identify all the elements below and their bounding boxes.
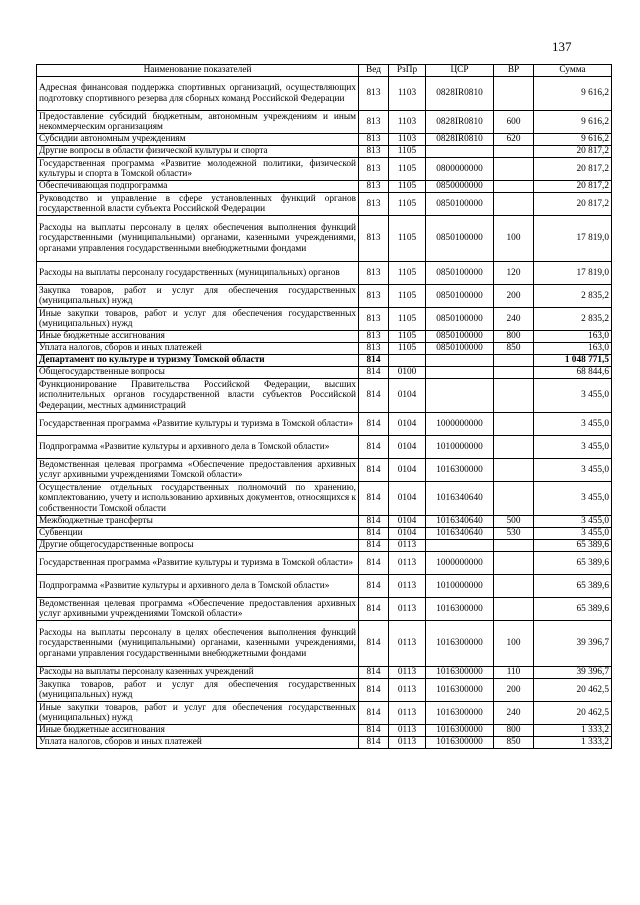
table-row: [37, 308, 612, 331]
cell-rzpr: 1105: [389, 262, 426, 285]
cell-rzpr: 1105: [389, 343, 426, 355]
cell-vr: [494, 146, 534, 158]
cell-vr: 100: [494, 216, 534, 262]
cell-csr: 1016300000: [426, 598, 494, 621]
cell-sum: 3 455,0: [534, 482, 612, 516]
cell-ved: 814: [359, 621, 389, 667]
cell-vr: 200: [494, 285, 534, 308]
cell-name: Другие общегосударственные вопросы: [37, 540, 359, 552]
cell-csr: [426, 540, 494, 552]
cell-vr: 600: [494, 111, 534, 134]
cell-sum: 163,0: [534, 343, 612, 355]
cell-name: Иные закупки товаров, работ и услуг для обеспечения государственных (муниципальных) нужд: [37, 308, 359, 331]
cell-vr: 800: [494, 725, 534, 737]
table-row: [37, 193, 612, 216]
table-row: [37, 528, 612, 540]
cell-vr: 240: [494, 702, 534, 725]
cell-csr: 0850100000: [426, 262, 494, 285]
cell-csr: 1016340640: [426, 516, 494, 528]
cell-sum: 65 389,6: [534, 552, 612, 575]
cell-sum: 1 048 771,5: [534, 355, 612, 367]
cell-ved: 813: [359, 343, 389, 355]
table-row: [37, 679, 612, 702]
cell-name: Расходы на выплаты персоналу казенных учреждений: [37, 667, 359, 679]
cell-vr: [494, 552, 534, 575]
cell-rzpr: 0100: [389, 367, 426, 379]
cell-ved: 813: [359, 77, 389, 111]
cell-name: Расходы на выплаты персоналу в целях обеспечения выполнения функций государственными (муниципальными) органами, казенными учреждениями, органами управления государственными внебюджетными фондами: [37, 216, 359, 262]
cell-ved: 814: [359, 598, 389, 621]
cell-vr: [494, 436, 534, 459]
column-header-csr: ЦСР: [426, 65, 494, 77]
cell-ved: 814: [359, 379, 389, 413]
cell-csr: 1010000000: [426, 436, 494, 459]
cell-ved: 813: [359, 146, 389, 158]
cell-ved: 814: [359, 679, 389, 702]
cell-ved: 814: [359, 540, 389, 552]
table-row: [37, 77, 612, 111]
table-row: [37, 621, 612, 667]
cell-ved: 813: [359, 158, 389, 181]
cell-rzpr: 1105: [389, 193, 426, 216]
cell-ved: 814: [359, 528, 389, 540]
cell-ved: 814: [359, 702, 389, 725]
cell-csr: 1016300000: [426, 702, 494, 725]
cell-name: Иные бюджетные ассигнования: [37, 725, 359, 737]
cell-ved: 814: [359, 436, 389, 459]
cell-vr: 100: [494, 621, 534, 667]
cell-name: Государственная программа «Развитие молодежной политики, физической культуры и спорта в Томской области»: [37, 158, 359, 181]
cell-name: Расходы на выплаты персоналу государственных (муниципальных) органов: [37, 262, 359, 285]
cell-csr: 0828IR0810: [426, 134, 494, 146]
cell-vr: 500: [494, 516, 534, 528]
cell-sum: 1 333,2: [534, 737, 612, 749]
cell-sum: 2 835,2: [534, 285, 612, 308]
cell-rzpr: 0104: [389, 379, 426, 413]
cell-csr: 1016300000: [426, 621, 494, 667]
table-row: [37, 146, 612, 158]
cell-sum: 20 462,5: [534, 702, 612, 725]
cell-name: Межбюджетные трансферты: [37, 516, 359, 528]
cell-vr: 850: [494, 737, 534, 749]
cell-sum: 39 396,7: [534, 667, 612, 679]
cell-name: Субсидии автономным учреждениям: [37, 134, 359, 146]
cell-csr: 0850000000: [426, 181, 494, 193]
cell-name: Другие вопросы в области физической культуры и спорта: [37, 146, 359, 158]
cell-name: Подпрограмма «Развитие культуры и архивного дела в Томской области»: [37, 575, 359, 598]
cell-rzpr: 1105: [389, 331, 426, 343]
cell-sum: 65 389,6: [534, 575, 612, 598]
cell-csr: [426, 367, 494, 379]
cell-ved: 813: [359, 111, 389, 134]
cell-rzpr: 0113: [389, 552, 426, 575]
cell-name: Уплата налогов, сборов и иных платежей: [37, 343, 359, 355]
budget-table: [36, 64, 612, 749]
table-row: [37, 181, 612, 193]
cell-sum: 20 817,2: [534, 193, 612, 216]
cell-sum: 9 616,2: [534, 77, 612, 111]
table-row: [37, 367, 612, 379]
table-header-row: [37, 65, 612, 77]
cell-ved: 813: [359, 216, 389, 262]
cell-ved: 814: [359, 737, 389, 749]
table-row: [37, 158, 612, 181]
cell-csr: 0828IR0810: [426, 111, 494, 134]
cell-csr: 0800000000: [426, 158, 494, 181]
cell-csr: 0850100000: [426, 285, 494, 308]
cell-rzpr: 0113: [389, 679, 426, 702]
cell-rzpr: 1103: [389, 77, 426, 111]
cell-sum: 20 817,2: [534, 146, 612, 158]
cell-rzpr: 0113: [389, 725, 426, 737]
cell-vr: [494, 459, 534, 482]
column-header-ved: Вед: [359, 65, 389, 77]
cell-rzpr: 0104: [389, 528, 426, 540]
cell-ved: 814: [359, 355, 389, 367]
cell-ved: 814: [359, 667, 389, 679]
cell-sum: 68 844,6: [534, 367, 612, 379]
cell-name: Закупка товаров, работ и услуг для обеспечения государственных (муниципальных) нужд: [37, 679, 359, 702]
cell-name: Иные закупки товаров, работ и услуг для обеспечения государственных (муниципальных) нужд: [37, 702, 359, 725]
cell-ved: 814: [359, 459, 389, 482]
cell-rzpr: 1105: [389, 285, 426, 308]
cell-ved: 814: [359, 575, 389, 598]
cell-vr: 620: [494, 134, 534, 146]
cell-csr: 0850100000: [426, 331, 494, 343]
cell-vr: 240: [494, 308, 534, 331]
cell-name: Ведомственная целевая программа «Обеспечение предоставления архивных услуг архивными учреждениями Томской области»: [37, 598, 359, 621]
cell-csr: 1016300000: [426, 679, 494, 702]
cell-sum: 3 455,0: [534, 459, 612, 482]
table-row: [37, 737, 612, 749]
cell-ved: 813: [359, 308, 389, 331]
table-row: [37, 436, 612, 459]
table-row: [37, 702, 612, 725]
cell-ved: 814: [359, 552, 389, 575]
table-row: [37, 725, 612, 737]
cell-vr: [494, 413, 534, 436]
cell-csr: [426, 379, 494, 413]
cell-rzpr: 0104: [389, 459, 426, 482]
table-row: [37, 331, 612, 343]
page-number: 137: [552, 39, 572, 54]
cell-csr: 1016300000: [426, 459, 494, 482]
cell-ved: 813: [359, 193, 389, 216]
cell-rzpr: 0104: [389, 413, 426, 436]
cell-sum: 9 616,2: [534, 134, 612, 146]
cell-csr: 1010000000: [426, 575, 494, 598]
cell-vr: 200: [494, 679, 534, 702]
cell-rzpr: 1105: [389, 216, 426, 262]
cell-csr: 0828IR0810: [426, 77, 494, 111]
cell-sum: 3 455,0: [534, 436, 612, 459]
cell-vr: [494, 575, 534, 598]
cell-csr: 0850100000: [426, 343, 494, 355]
cell-ved: 814: [359, 516, 389, 528]
column-header-sum: Сумма: [534, 65, 612, 77]
cell-csr: 1000000000: [426, 552, 494, 575]
cell-vr: 120: [494, 262, 534, 285]
cell-name: Субвенции: [37, 528, 359, 540]
table-row: [37, 598, 612, 621]
cell-rzpr: 0113: [389, 540, 426, 552]
cell-csr: [426, 146, 494, 158]
cell-vr: [494, 598, 534, 621]
cell-name: Обеспечивающая подпрограмма: [37, 181, 359, 193]
cell-vr: [494, 77, 534, 111]
table-row: [37, 343, 612, 355]
cell-sum: 17 819,0: [534, 216, 612, 262]
cell-rzpr: 0113: [389, 702, 426, 725]
cell-rzpr: 1105: [389, 158, 426, 181]
cell-csr: 1016300000: [426, 737, 494, 749]
cell-csr: 1016340640: [426, 528, 494, 540]
cell-name: Функционирование Правительства Российской Федерации, высших исполнительных органов государственной власти субъектов Российской Федерации, местных администраций: [37, 379, 359, 413]
cell-vr: [494, 181, 534, 193]
cell-ved: 814: [359, 413, 389, 436]
column-header-rzpr: РзПр: [389, 65, 426, 77]
cell-sum: 17 819,0: [534, 262, 612, 285]
table-row: [37, 111, 612, 134]
cell-name: Закупка товаров, работ и услуг для обеспечения государственных (муниципальных) нужд: [37, 285, 359, 308]
cell-name: Департамент по культуре и туризму Томской области: [37, 355, 359, 367]
cell-csr: 1016340640: [426, 482, 494, 516]
cell-rzpr: 1103: [389, 111, 426, 134]
cell-name: Государственная программа «Развитие культуры и туризма в Томской области»: [37, 413, 359, 436]
table-row: [37, 540, 612, 552]
table-row: [37, 285, 612, 308]
table-row: [37, 355, 612, 367]
table-row: [37, 379, 612, 413]
cell-csr: 1016300000: [426, 725, 494, 737]
cell-csr: 0850100000: [426, 308, 494, 331]
cell-csr: 0850100000: [426, 216, 494, 262]
table-body: [37, 77, 612, 749]
cell-vr: 110: [494, 667, 534, 679]
cell-ved: 813: [359, 331, 389, 343]
cell-sum: 65 389,6: [534, 598, 612, 621]
cell-rzpr: 0113: [389, 737, 426, 749]
cell-vr: 850: [494, 343, 534, 355]
cell-name: Подпрограмма «Развитие культуры и архивного дела в Томской области»: [37, 436, 359, 459]
table-row: [37, 482, 612, 516]
cell-sum: 3 455,0: [534, 528, 612, 540]
cell-name: Расходы на выплаты персоналу в целях обеспечения выполнения функций государственными (муниципальными) органами, казенными учреждениями, органами управления государственными внебюджетными фондами: [37, 621, 359, 667]
cell-ved: 813: [359, 285, 389, 308]
cell-rzpr: 0104: [389, 436, 426, 459]
cell-rzpr: 1105: [389, 146, 426, 158]
cell-csr: 1016300000: [426, 667, 494, 679]
table-row: [37, 575, 612, 598]
cell-vr: [494, 355, 534, 367]
cell-name: Иные бюджетные ассигнования: [37, 331, 359, 343]
cell-sum: 163,0: [534, 331, 612, 343]
cell-vr: [494, 540, 534, 552]
table-row: [37, 216, 612, 262]
cell-sum: 3 455,0: [534, 413, 612, 436]
cell-csr: [426, 355, 494, 367]
table-row: [37, 262, 612, 285]
column-header-vr: ВР: [494, 65, 534, 77]
cell-sum: 1 333,2: [534, 725, 612, 737]
cell-name: Общегосударственные вопросы: [37, 367, 359, 379]
cell-name: Предоставление субсидий бюджетным, автономным учреждениям и иным некоммерческим организациям: [37, 111, 359, 134]
table-row: [37, 516, 612, 528]
cell-ved: 814: [359, 367, 389, 379]
table-row: [37, 413, 612, 436]
cell-sum: 65 389,6: [534, 540, 612, 552]
cell-sum: 2 835,2: [534, 308, 612, 331]
cell-vr: [494, 379, 534, 413]
cell-name: Адресная финансовая поддержка спортивных организаций, осуществляющих подготовку спортивного резерва для сборных команд Российской Федерации: [37, 77, 359, 111]
cell-sum: 39 396,7: [534, 621, 612, 667]
cell-sum: 20 817,2: [534, 158, 612, 181]
cell-vr: 530: [494, 528, 534, 540]
cell-rzpr: 1103: [389, 134, 426, 146]
cell-csr: 1000000000: [426, 413, 494, 436]
cell-name: Осуществление отдельных государственных полномочий по хранению, комплектованию, учету и использованию архивных документов, относящихся к собственности Томской области: [37, 482, 359, 516]
cell-vr: [494, 193, 534, 216]
cell-rzpr: [389, 355, 426, 367]
table-row: [37, 459, 612, 482]
cell-ved: 813: [359, 181, 389, 193]
cell-ved: 814: [359, 482, 389, 516]
cell-vr: [494, 482, 534, 516]
cell-sum: 3 455,0: [534, 516, 612, 528]
table-row: [37, 134, 612, 146]
cell-rzpr: 0113: [389, 667, 426, 679]
cell-rzpr: 0104: [389, 482, 426, 516]
cell-rzpr: 1105: [389, 181, 426, 193]
table-row: [37, 552, 612, 575]
table-row: [37, 667, 612, 679]
cell-sum: 20 462,5: [534, 679, 612, 702]
cell-rzpr: 1105: [389, 308, 426, 331]
cell-name: Государственная программа «Развитие культуры и туризма в Томской области»: [37, 552, 359, 575]
cell-rzpr: 0113: [389, 575, 426, 598]
cell-vr: [494, 367, 534, 379]
cell-name: Уплата налогов, сборов и иных платежей: [37, 737, 359, 749]
cell-vr: 800: [494, 331, 534, 343]
cell-ved: 813: [359, 134, 389, 146]
cell-csr: 0850100000: [426, 193, 494, 216]
cell-rzpr: 0113: [389, 621, 426, 667]
cell-ved: 813: [359, 262, 389, 285]
cell-rzpr: 0113: [389, 598, 426, 621]
cell-vr: [494, 158, 534, 181]
cell-sum: 3 455,0: [534, 379, 612, 413]
cell-rzpr: 0104: [389, 516, 426, 528]
cell-sum: 20 817,2: [534, 181, 612, 193]
cell-sum: 9 616,2: [534, 111, 612, 134]
cell-name: Руководство и управление в сфере установленных функций органов государственной власти субъекта Российской Федерации: [37, 193, 359, 216]
column-header-name: Наименование показателей: [37, 65, 359, 77]
cell-ved: 814: [359, 725, 389, 737]
cell-name: Ведомственная целевая программа «Обеспечение предоставления архивных услуг архивными учреждениями Томской области»: [37, 459, 359, 482]
